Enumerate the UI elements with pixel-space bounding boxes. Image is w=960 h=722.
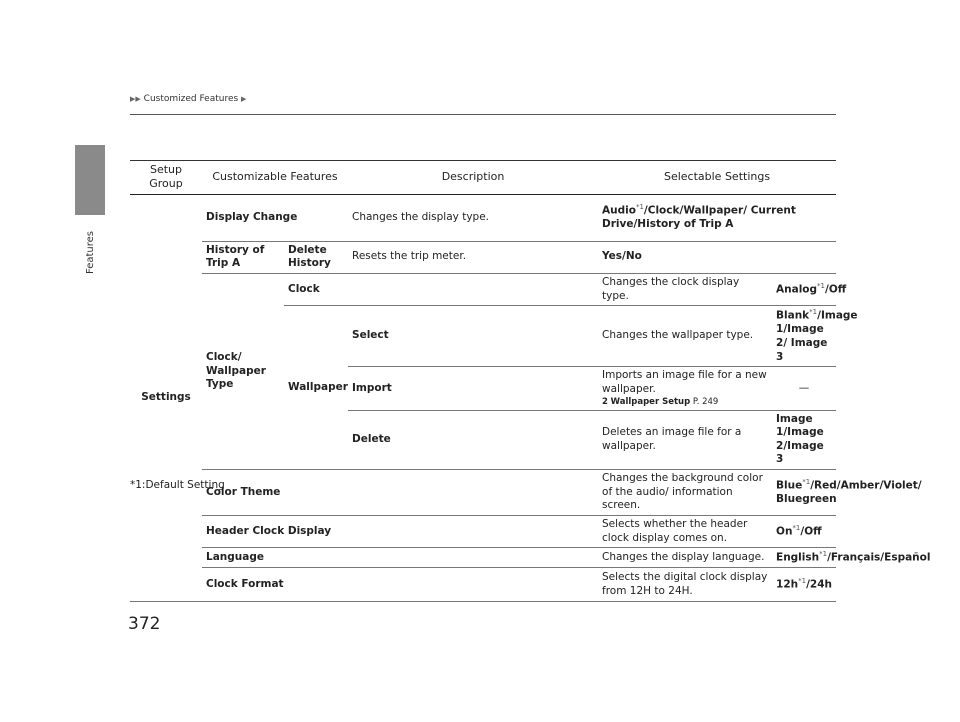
reference-arrow-icon: 2	[602, 396, 608, 407]
desc-delete: Deletes an image file for a wallpaper.	[598, 410, 772, 470]
feature-display-change: Display Change	[202, 194, 348, 241]
section-tab	[75, 145, 105, 215]
table-row	[130, 548, 836, 568]
cross-reference[interactable]: 2 Wallpaper Setup P. 249	[602, 396, 719, 407]
header-description: Description	[348, 161, 598, 195]
setup-group-cell: Settings	[130, 194, 202, 602]
settings-clock-format: $12h^{*1}/24h$	[772, 568, 836, 602]
breadcrumb-link[interactable]: Customized Features	[143, 94, 239, 104]
feature-delete: Delete	[348, 410, 598, 470]
feature-delete-history: Delete History	[284, 241, 348, 273]
table-row	[130, 470, 836, 516]
header-divider	[130, 114, 836, 115]
settings-header-clock-display: On$^{*1}$/Off	[772, 516, 836, 548]
page-number: 372	[128, 614, 161, 634]
table-header-row	[130, 161, 836, 195]
settings-select: Blank$^{*1}$/Image 1/Image 2/ Image 3	[772, 306, 836, 367]
feature-clock-format: Clock Format	[202, 568, 598, 602]
desc-color-theme: Changes the background color of the audio/ information screen.	[598, 470, 772, 516]
desc-header-clock-display: Selects whether the header clock display comes on.	[598, 516, 772, 548]
header-customizable-features: Customizable Features	[202, 161, 348, 195]
feature-clock-wallpaper-type: Clock/ Wallpaper Type	[202, 273, 284, 469]
table-row	[130, 273, 836, 305]
feature-history-trip-a: History of Trip A	[202, 241, 284, 273]
table-row	[130, 241, 836, 273]
header-selectable-settings: Selectable Settings	[598, 161, 836, 195]
footnote: *1:Default Setting	[130, 479, 225, 491]
settings-display-change: Audio$^{*1}$/Clock/Wallpaper/ Current Drive/History of Trip A	[598, 194, 836, 241]
desc-select: Changes the wallpaper type.	[598, 306, 772, 367]
feature-clock: Clock	[284, 273, 598, 305]
desc-import: Imports an image file for a new wallpaper. 2 Wallpaper Setup P. 249	[598, 367, 772, 410]
table-row	[130, 194, 836, 241]
desc-clock-format: Selects the digital clock display from 12H to 24H.	[598, 568, 772, 602]
feature-color-theme: Color Theme	[202, 470, 598, 516]
settings-import: —	[772, 367, 836, 410]
chevron-right-icon: ▶	[241, 95, 247, 103]
feature-language: Language	[202, 548, 598, 568]
table-row	[130, 516, 836, 548]
settings-clock: Analog$^{*1}$/Off	[772, 273, 836, 305]
section-label-text: Features	[84, 230, 96, 274]
feature-import: Import	[348, 367, 598, 410]
desc-display-change: Changes the display type.	[348, 194, 598, 241]
header-setup-group: Setup Group	[130, 161, 202, 195]
settings-delete: Image 1/Image 2/Image 3	[772, 410, 836, 470]
desc-language: Changes the display language.	[598, 548, 772, 568]
settings-color-theme: Blue$^{*1}$/Red/Amber/Violet/ Bluegreen	[772, 470, 836, 516]
settings-delete-history: Yes/No	[598, 241, 836, 273]
desc-clock: Changes the clock display type.	[598, 273, 772, 305]
chevron-right-icon: ▶▶	[130, 95, 141, 103]
section-label	[82, 222, 98, 282]
settings-language: English$^{*1}$/Français/Español	[772, 548, 836, 568]
settings-table	[130, 160, 931, 602]
table-row	[130, 568, 836, 602]
breadcrumb	[130, 94, 246, 104]
feature-select: Select	[348, 306, 598, 367]
desc-delete-history: Resets the trip meter.	[348, 241, 598, 273]
feature-header-clock-display: Header Clock Display	[202, 516, 598, 548]
feature-wallpaper: Wallpaper	[284, 306, 348, 470]
